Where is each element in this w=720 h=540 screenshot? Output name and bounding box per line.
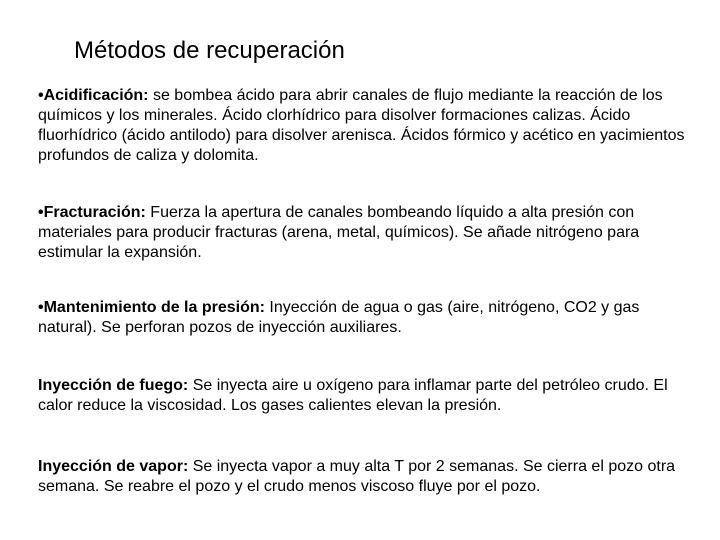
paragraph-acidificacion: [38, 86, 693, 166]
paragraph-mantenimiento-presion: [38, 298, 693, 338]
paragraph-lead: Inyección de vapor:: [38, 458, 189, 475]
paragraph-inyeccion-vapor: [38, 457, 693, 497]
slide-title: Métodos de recuperación: [74, 37, 345, 64]
paragraph-text: Inyección de agua o gas (aire, nitrógeno, CO2 y gas natural). Se perforan pozos de inyección auxiliares.: [38, 299, 640, 336]
paragraph-lead: •Acidificación:: [38, 87, 149, 104]
paragraph-lead: •Mantenimiento de la presión:: [38, 299, 265, 316]
paragraph-inyeccion-fuego: [38, 376, 693, 416]
paragraph-lead: •Fracturación:: [38, 204, 146, 221]
paragraph-text: se bombea ácido para abrir canales de flujo mediante la reacción de los químicos y los minerales. Ácido clorhídrico para disolver formaciones calizas. Ácido fluorhídrico (ácido antilodo) para disolver arenisca. Ácidos fórmico y acético en yacimientos profundos de caliza y dolomita.: [38, 87, 685, 164]
paragraph-text: Se inyecta aire u oxígeno para inflamar parte del petróleo crudo. El calor reduce la viscosidad. Los gases calientes elevan la presión.: [38, 377, 668, 414]
paragraph-lead: Inyección de fuego:: [38, 377, 189, 394]
paragraph-fracturacion: [38, 203, 693, 263]
paragraph-text: Se inyecta vapor a muy alta T por 2 semanas. Se cierra el pozo otra semana. Se reabre el pozo y el crudo menos viscoso fluye por el pozo.: [38, 458, 676, 495]
paragraph-text: Fuerza la apertura de canales bombeando líquido a alta presión con materiales para producir fracturas (arena, metal, químicos). Se añade nitrógeno para estimular la expansión.: [38, 204, 640, 261]
